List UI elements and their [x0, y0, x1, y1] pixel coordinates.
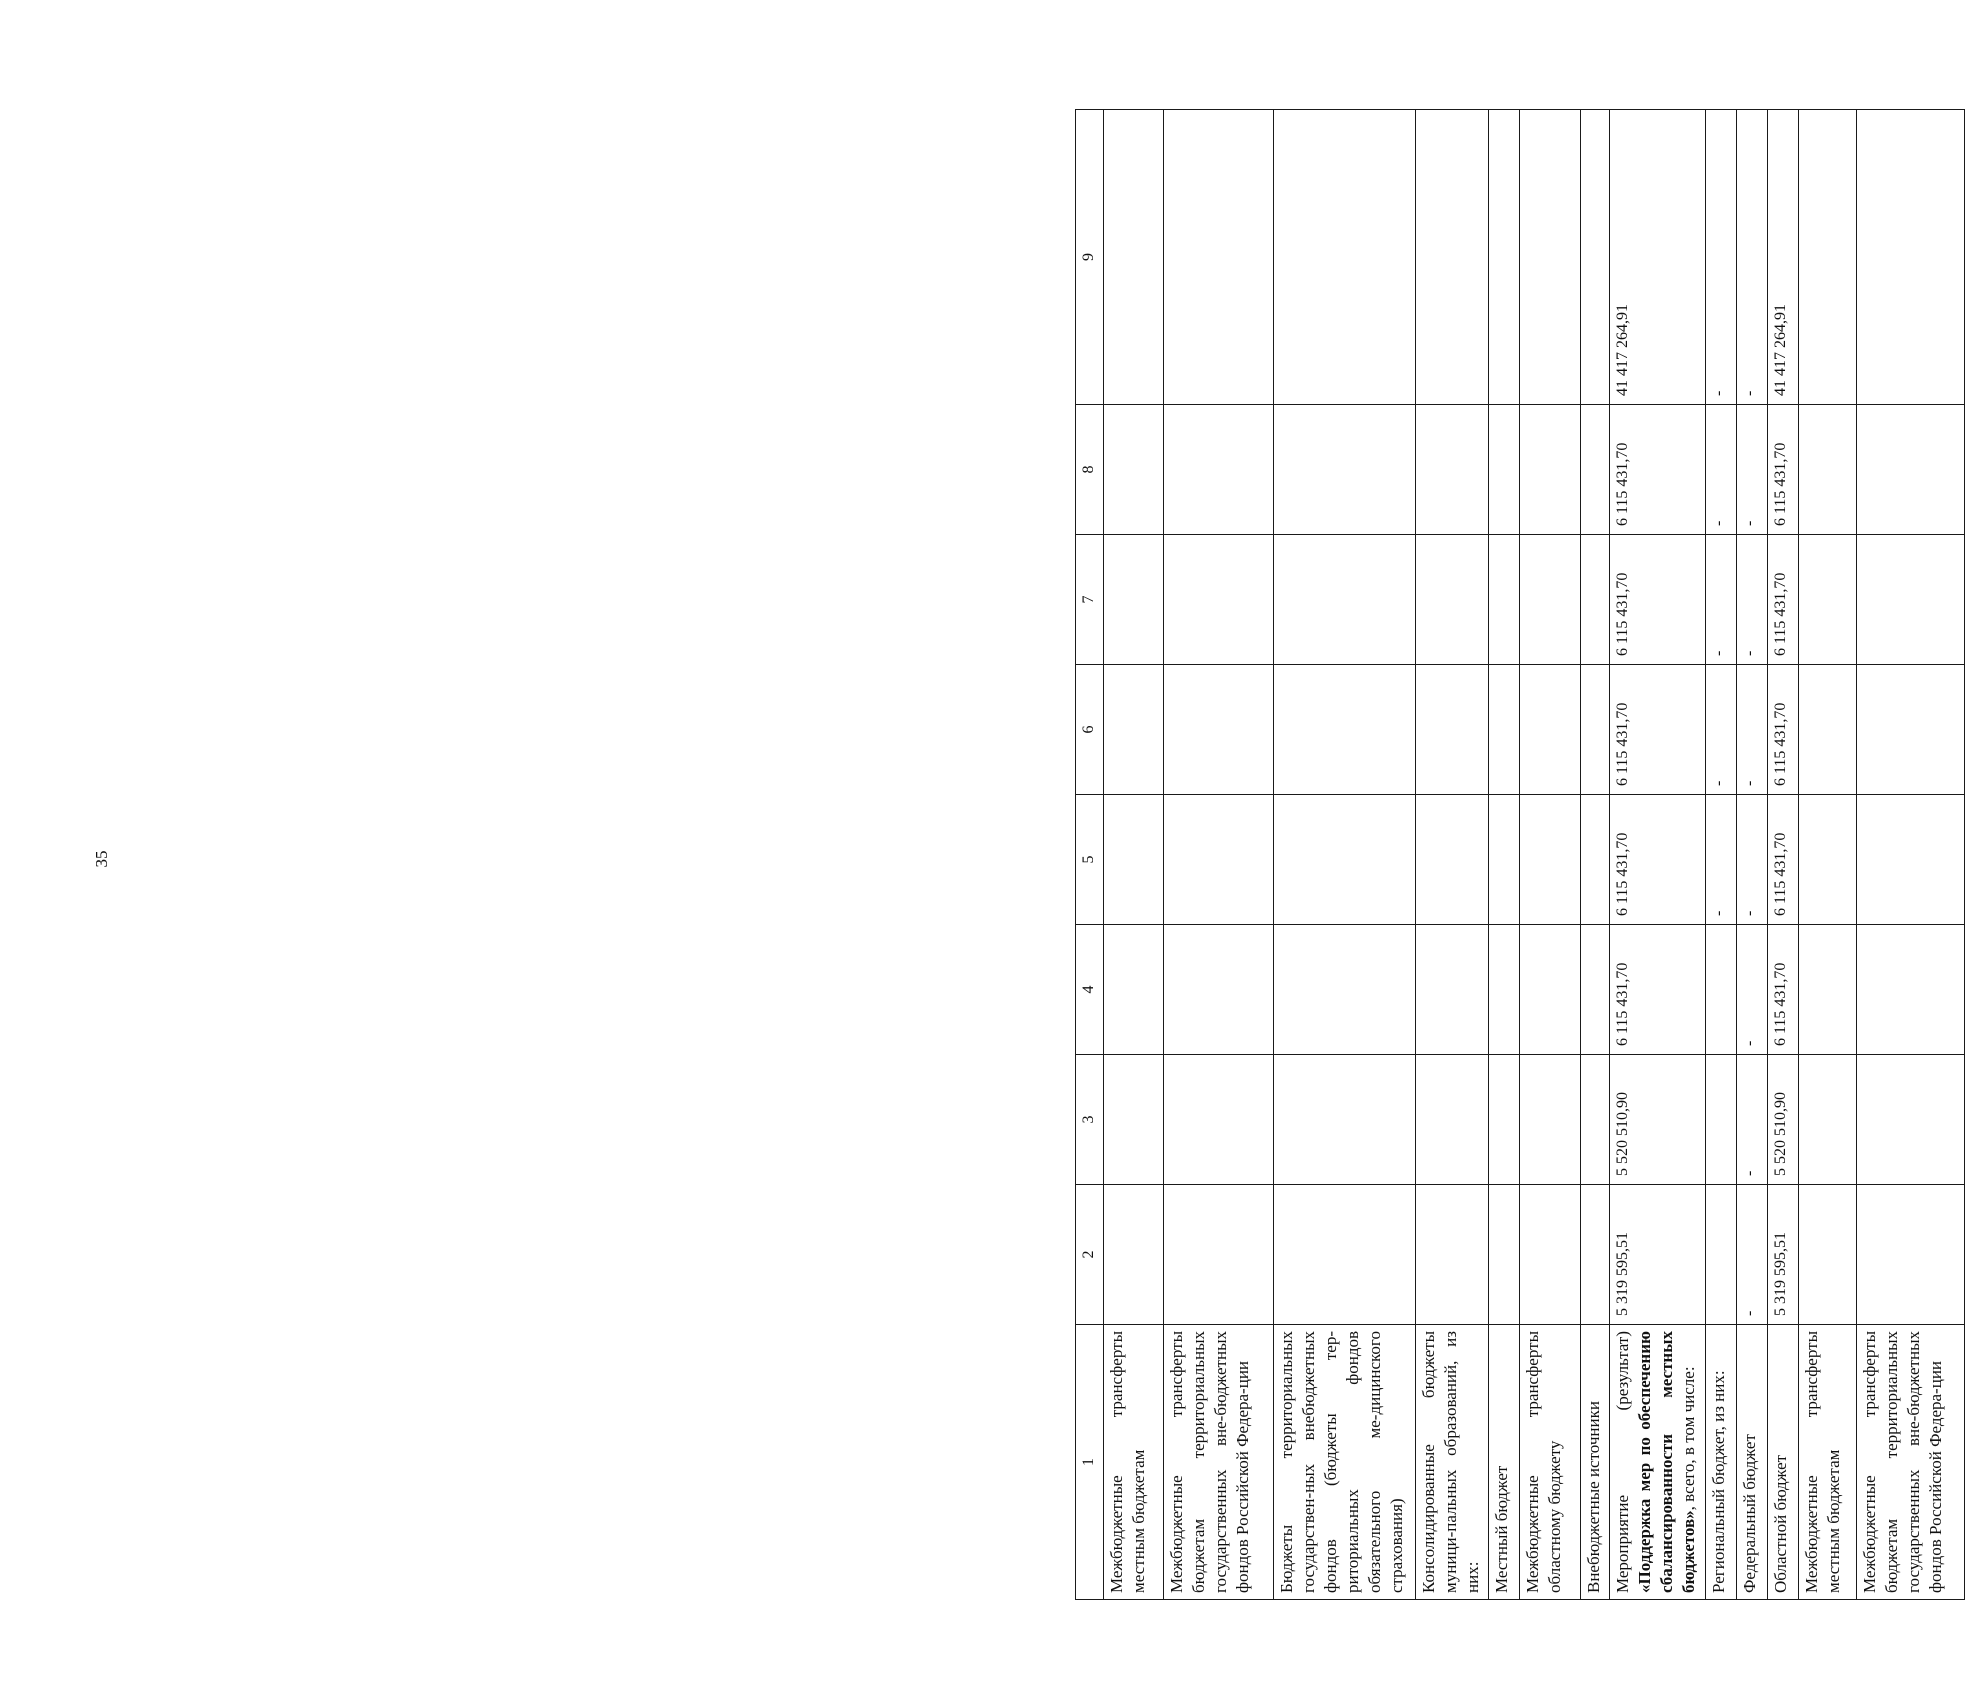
row-label: Региональный бюджет, из них: [1705, 1325, 1736, 1600]
value-cell [1489, 1185, 1520, 1325]
value-cell: 41 417 264,91 [1768, 110, 1799, 405]
row-label: Областной бюджет [1768, 1325, 1799, 1600]
value-cell: - [1705, 665, 1736, 795]
value-cell [1799, 925, 1857, 1055]
value-cell [1520, 110, 1580, 405]
value-cell: - [1705, 795, 1736, 925]
row-label: Бюджеты территориальных государствен-ных внебюджетных фондов (бюджеты тер-риториальных фондов обязательного ме-дицинского страхования) [1273, 1325, 1415, 1600]
row-label: Консолидированные бюджеты муници-пальных образований, из них: [1415, 1325, 1489, 1600]
value-cell [1415, 405, 1489, 535]
column-header: 9 [1076, 110, 1104, 405]
value-cell [1164, 665, 1274, 795]
value-cell [1164, 535, 1274, 665]
column-header: 2 [1076, 1185, 1104, 1325]
value-cell [1520, 1055, 1580, 1185]
value-cell [1857, 535, 1965, 665]
value-cell [1799, 110, 1857, 405]
row-label-part: «Поддержка мер по обеспечению сбалансированности местных бюджетов» [1634, 1331, 1698, 1593]
value-cell: 5 319 595,51 [1609, 1185, 1705, 1325]
value-cell [1799, 535, 1857, 665]
value-cell [1520, 925, 1580, 1055]
value-cell [1489, 535, 1520, 665]
value-cell [1520, 665, 1580, 795]
value-cell [1103, 405, 1163, 535]
value-cell: 5 520 510,90 [1768, 1055, 1799, 1185]
value-cell [1273, 925, 1415, 1055]
value-cell [1799, 795, 1857, 925]
column-header: 7 [1076, 535, 1104, 665]
row-label: Межбюджетные трансферты бюджетам территориальных государственных вне-бюджетных фондов Российской Федера-ции [1164, 1325, 1274, 1600]
row-label-part: , всего, в том числе: [1678, 1366, 1698, 1511]
value-cell [1164, 405, 1274, 535]
row-label: Федеральный бюджет [1737, 1325, 1768, 1600]
value-cell: - [1737, 795, 1768, 925]
value-cell: - [1737, 405, 1768, 535]
value-cell: - [1737, 665, 1768, 795]
value-cell [1580, 1055, 1609, 1185]
value-cell [1857, 110, 1965, 405]
value-cell [1103, 1055, 1163, 1185]
value-cell: - [1737, 925, 1768, 1055]
value-cell [1857, 1185, 1965, 1325]
value-cell: - [1737, 110, 1768, 405]
column-header: 8 [1076, 405, 1104, 535]
column-header: 1 [1076, 1325, 1104, 1600]
value-cell [1520, 795, 1580, 925]
row-label: Межбюджетные трансферты местным бюджетам [1103, 1325, 1163, 1600]
value-cell [1273, 110, 1415, 405]
value-cell [1273, 795, 1415, 925]
table-row [1737, 110, 1768, 1600]
value-cell: 6 115 431,70 [1609, 665, 1705, 795]
value-cell: - [1737, 1055, 1768, 1185]
value-cell [1580, 110, 1609, 405]
value-cell [1103, 925, 1163, 1055]
value-cell [1580, 535, 1609, 665]
row-label: Межбюджетные трансферты бюджетам территориальных государственных вне-бюджетных фондов Российской Федера-ции [1857, 1325, 1965, 1600]
value-cell [1580, 925, 1609, 1055]
budget-table-rotated [1075, 110, 1965, 1600]
value-cell [1799, 1185, 1857, 1325]
table-row [1273, 110, 1415, 1600]
value-cell: - [1705, 535, 1736, 665]
row-label: Местный бюджет [1489, 1325, 1520, 1600]
table-row [1489, 110, 1520, 1600]
value-cell: 6 115 431,70 [1609, 795, 1705, 925]
value-cell [1273, 1185, 1415, 1325]
value-cell [1857, 405, 1965, 535]
value-cell: - [1705, 110, 1736, 405]
table-row [1609, 110, 1705, 1600]
page-number: 35 [92, 850, 111, 868]
value-cell [1103, 1185, 1163, 1325]
row-label: Межбюджетные трансферты местным бюджетам [1799, 1325, 1857, 1600]
value-cell: - [1705, 405, 1736, 535]
value-cell [1415, 110, 1489, 405]
value-cell [1164, 1185, 1274, 1325]
table-row [1415, 110, 1489, 1600]
table-row [1164, 110, 1274, 1600]
column-header: 4 [1076, 925, 1104, 1055]
value-cell [1857, 925, 1965, 1055]
value-cell [1489, 925, 1520, 1055]
value-cell [1415, 665, 1489, 795]
value-cell [1705, 1185, 1736, 1325]
value-cell [1103, 535, 1163, 665]
row-label-part: Мероприятие (результат) [1612, 1331, 1632, 1593]
value-cell [1799, 665, 1857, 795]
value-cell [1489, 110, 1520, 405]
value-cell [1580, 1185, 1609, 1325]
value-cell [1520, 535, 1580, 665]
value-cell [1164, 1055, 1274, 1185]
value-cell [1415, 1055, 1489, 1185]
budget-table [1075, 109, 1965, 1600]
value-cell [1103, 665, 1163, 795]
value-cell [1799, 1055, 1857, 1185]
value-cell: 6 115 431,70 [1609, 405, 1705, 535]
value-cell [1103, 110, 1163, 405]
value-cell: 6 115 431,70 [1768, 925, 1799, 1055]
value-cell [1580, 405, 1609, 535]
value-cell [1273, 665, 1415, 795]
value-cell [1489, 1055, 1520, 1185]
value-cell [1520, 405, 1580, 535]
table-row [1520, 110, 1580, 1600]
value-cell [1273, 405, 1415, 535]
value-cell [1489, 795, 1520, 925]
value-cell: 5 319 595,51 [1768, 1185, 1799, 1325]
table-row [1799, 110, 1857, 1600]
value-cell [1273, 1055, 1415, 1185]
value-cell [1520, 1185, 1580, 1325]
value-cell: 41 417 264,91 [1609, 110, 1705, 405]
value-cell: 5 520 510,90 [1609, 1055, 1705, 1185]
value-cell: - [1737, 1185, 1768, 1325]
value-cell [1273, 535, 1415, 665]
value-cell: 6 115 431,70 [1768, 535, 1799, 665]
column-header: 5 [1076, 795, 1104, 925]
table-row [1705, 110, 1736, 1600]
value-cell [1705, 925, 1736, 1055]
value-cell [1103, 795, 1163, 925]
table-row [1580, 110, 1609, 1600]
row-label [1609, 1325, 1705, 1600]
value-cell [1489, 405, 1520, 535]
header-row [1076, 110, 1104, 1600]
value-cell [1164, 110, 1274, 405]
value-cell [1857, 1055, 1965, 1185]
value-cell [1415, 535, 1489, 665]
table-row [1103, 110, 1163, 1600]
column-header: 6 [1076, 665, 1104, 795]
value-cell [1857, 665, 1965, 795]
value-cell [1857, 795, 1965, 925]
value-cell [1799, 405, 1857, 535]
column-header: 3 [1076, 1055, 1104, 1185]
value-cell [1705, 1055, 1736, 1185]
value-cell [1580, 795, 1609, 925]
value-cell: 6 115 431,70 [1768, 405, 1799, 535]
value-cell [1164, 795, 1274, 925]
value-cell [1164, 925, 1274, 1055]
value-cell: 6 115 431,70 [1609, 535, 1705, 665]
value-cell [1415, 925, 1489, 1055]
value-cell [1415, 1185, 1489, 1325]
row-label: Внебюджетные источники [1580, 1325, 1609, 1600]
value-cell: 6 115 431,70 [1768, 665, 1799, 795]
table-row [1768, 110, 1799, 1600]
value-cell: 6 115 431,70 [1609, 925, 1705, 1055]
value-cell: - [1737, 535, 1768, 665]
table-row [1857, 110, 1965, 1600]
value-cell: 6 115 431,70 [1768, 795, 1799, 925]
value-cell [1580, 665, 1609, 795]
value-cell [1489, 665, 1520, 795]
value-cell [1415, 795, 1489, 925]
row-label: Межбюджетные трансферты областному бюджету [1520, 1325, 1580, 1600]
